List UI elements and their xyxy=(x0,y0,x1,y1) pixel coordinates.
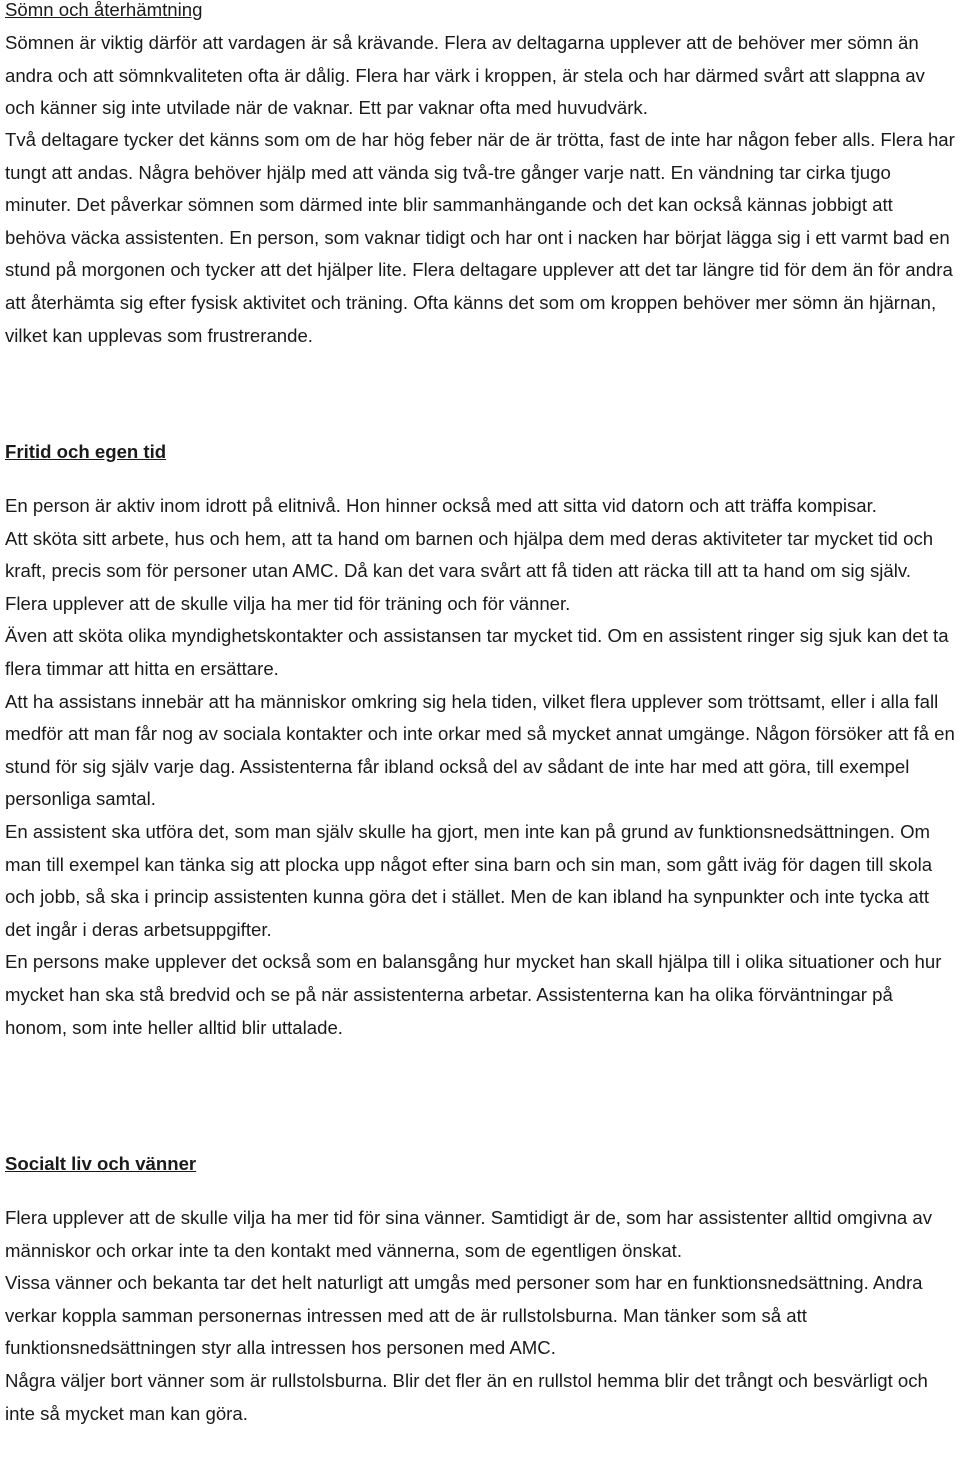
paragraph-somn-details: Två deltagare tycker det känns som om de har hög feber när de är trötta, fast de inte har någon feber alls. Flera har tungt att andas. Några behöver hjälp med att vända sig två-tre gånger varje natt. En vändning tar cirka tjugo minuter. Det påverkar sömnen som därmed inte blir sammanhängande och det kan också kännas jobbigt att behöva väcka assistenten. En person, som vaknar tidigt och har ont i nacken har börjat lägga sig i ett varmt bad en stund på morgonen och tycker att det hjälper lite. Flera deltagare upplever att det tar längre tid för dem än för andra att återhämta sig efter fysisk aktivitet och träning. Ofta känns det som om kroppen behöver mer sömn än hjärnan, vilket kan upplevas som frustrerande. xyxy=(5,129,955,346)
paragraph: Att sköta sitt arbete, hus och hem, att ta hand om barnen och hjälpa dem med deras aktiviteter tar mycket tid och kraft, precis som för personer utan AMC. Då kan det vara svårt att få tiden att räcka till att ta hand om sig själv. Flera upplever att de skulle vilja ha mer tid för träning och för vänner. xyxy=(5,527,934,614)
paragraph: En assistent ska utföra det, som man själv skulle ha gjort, men inte kan på grund av funktionsnedsättningen. Om man till exempel kan tänka sig att plocka upp något efter sina barn och sin man, som gått iväg för dagen till skola och jobb, så ska i princip assistenten kunna göra det i stället. Men de kan ibland ha synpunkter och inte tycka att det ingår i deras arbetsuppgifter. xyxy=(5,820,933,940)
paragraph: Att ha assistans innebär att ha människor omkring sig hela tiden, vilket flera upplever som tröttsamt, eller i alla fall medför att man får nog av sociala kontakter och inte orkar med så mycket annat umgänge. Någon försöker att få en stund för sig själv varje dag. Assistenterna får ibland också del av sådant de inte har med att göra, till exempel personliga samtal. xyxy=(5,690,955,810)
paragraph: Några väljer bort vänner som är rullstolsburna. Blir det fler än en rullstol hemma blir det trångt och besvärligt och inte så mycket man kan göra. xyxy=(5,1369,928,1424)
section-heading-socialt: Socialt liv och vänner xyxy=(5,1153,197,1174)
paragraph: Flera upplever att de skulle vilja ha mer tid för sina vänner. Samtidigt är de, som har assistenter alltid omgivna av människor och orkar inte ta den kontakt med vännerna, som de egentligen önskat. xyxy=(5,1207,933,1261)
section-socialt-body xyxy=(5,1202,958,1430)
section-heading-fritid: Fritid och egen tid xyxy=(5,441,167,462)
section-heading-somn: Sömn och återhämtning xyxy=(5,0,203,20)
paragraph: Även att sköta olika myndighetskontakter och assistansen tar mycket tid. Om en assistent ringer sig sjuk kan det ta flera timmar att hitta en ersättare. xyxy=(5,625,949,679)
paragraph: En persons make upplever det också som en balansgång hur mycket han skall hjälpa till i olika situationer och hur mycket han ska stå bredvid och se på när assistenterna arbetar. Assistenterna kan ha olika förväntningar på honom, som inte heller alltid blir uttalade. xyxy=(5,951,942,1038)
paragraph: Vissa vänner och bekanta tar det helt naturligt att umgås med personer som har en funktionsnedsättning. Andra verkar koppla samman personernas intressen med att de är rullstolsburna. Man tänker som så att funktionsnedsättningen styr alla intressen hos personen med AMC. xyxy=(5,1272,923,1359)
paragraph: En person är aktiv inom idrott på elitnivå. Hon hinner också med att sitta vid datorn och att träffa kompisar. xyxy=(5,495,877,516)
paragraph-somn-intro: Sömnen är viktig därför att vardagen är så krävande. Flera av deltagarna upplever att de behöver mer sömn än andra och att sömnkvaliteten ofta är dålig. Flera har värk i kroppen, är stela och har därmed svårt att slappna av och känner sig inte utvilade när de vaknar. Ett par vaknar ofta med huvudvärk. xyxy=(5,32,925,119)
section-fritid-body xyxy=(5,490,958,1044)
